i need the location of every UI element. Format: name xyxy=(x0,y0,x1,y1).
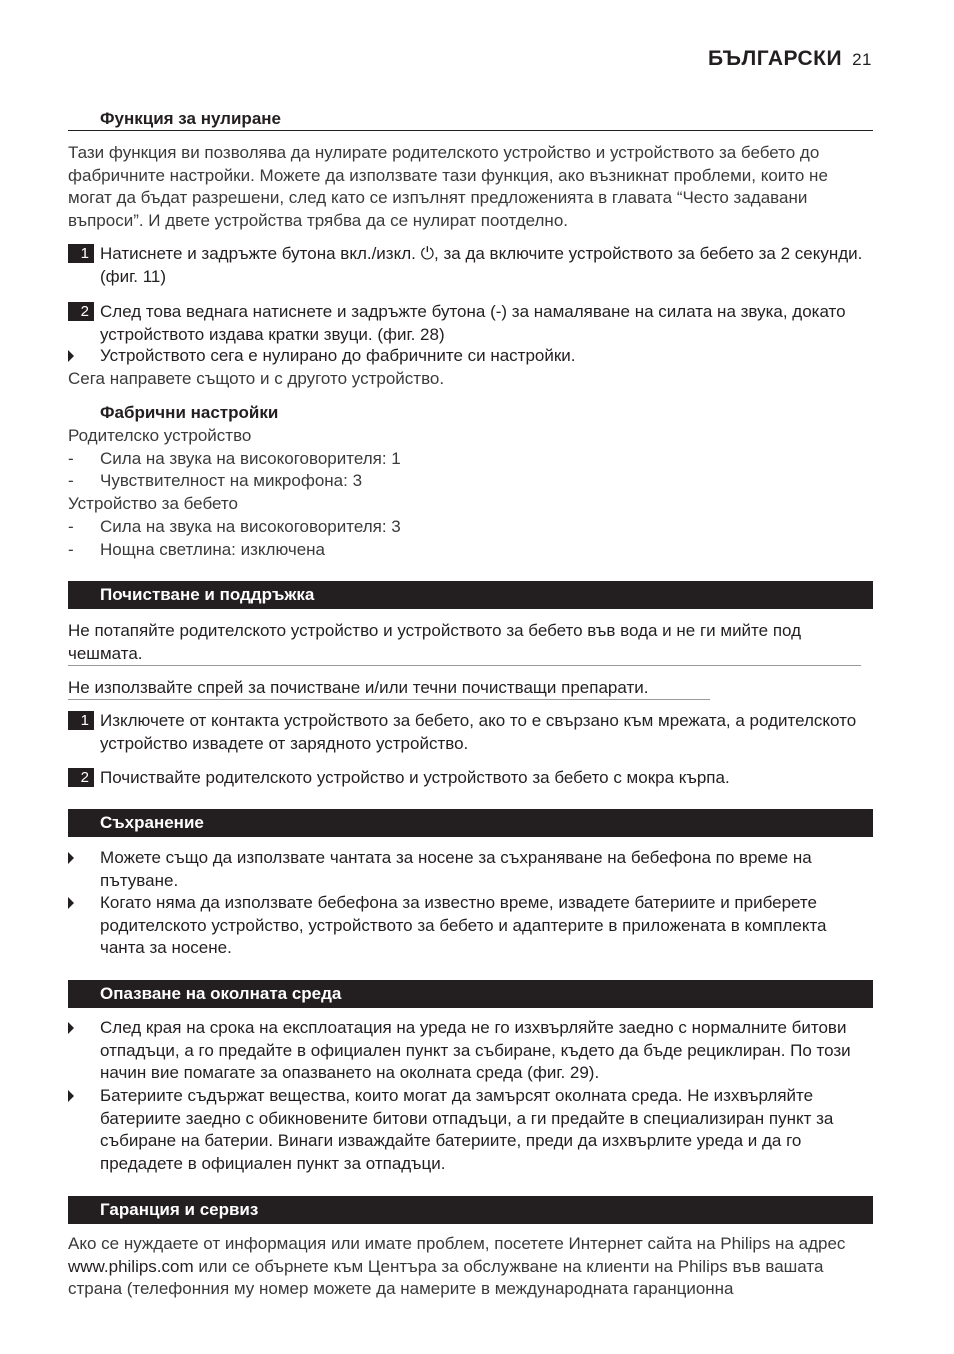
reset-heading xyxy=(68,108,873,131)
result-text: Устройството сега е нулирано до фабричните си настройки. xyxy=(100,346,576,365)
environment-heading-text: Опазване на околната среда xyxy=(100,984,342,1003)
bullet-arrow-icon xyxy=(68,897,74,909)
cleaning-heading xyxy=(68,581,873,609)
page-header xyxy=(708,47,872,71)
parent-setting-1: - Сила на звука на високоговорителя: 1 xyxy=(68,449,401,468)
baby-unit-label: Устройство за бебето xyxy=(68,494,238,513)
storage-item-1: Можете също да използвате чантата за носене за съхраняване на бебефона по време на пътуване. xyxy=(68,847,873,892)
step-text: Натиснете и задръжте бутона вкл./изкл. ⏻, за да включите устройството за бебето за 2 секунди. (фиг. 11) xyxy=(100,244,863,286)
storage-heading-text: Съхранение xyxy=(100,813,204,832)
reset-heading-text: Функция за нулиране xyxy=(100,109,281,128)
step-text: Изключете от контакта устройството за бебето, ако то е свързано към мрежата, а родителското устройство извадете от зарядното устройство. xyxy=(100,711,857,753)
step-text: След това веднага натиснете и задръжте бутона (-) за намаляване на силата на звука, докато устройството издава кратки звуци. (фиг. 28) xyxy=(100,302,846,344)
language-title: БЪЛГАРСКИ xyxy=(707,47,843,70)
cleaning-heading-text: Почистване и поддръжка xyxy=(100,585,315,604)
factory-heading: Фабрични настройки xyxy=(100,403,279,422)
reset-repeat: Сега направете същото и с другото устройство. xyxy=(68,369,445,388)
cleaning-step-2 xyxy=(68,767,873,790)
environment-heading xyxy=(68,980,873,1008)
page-number: 21 xyxy=(852,50,872,69)
bullet-arrow-icon xyxy=(68,1022,74,1034)
parent-unit-label: Родителско устройство xyxy=(68,426,252,445)
warranty-heading xyxy=(68,1196,873,1224)
reset-result xyxy=(68,345,873,368)
storage-item-2: Когато няма да използвате бебефона за известно време, извадете батериите и приберете родителското устройство, устройството за бебето и адаптерите в приложената в комплекта чанта за носене. xyxy=(68,892,873,960)
cleaning-warning-2: Не използвайте спрей за почистване и/или течни почистващи препарати. xyxy=(68,676,710,700)
cleaning-warning-1: Не потапяйте родителското устройство и устройството за бебето във вода и не ги мийте под чешмата. xyxy=(68,619,861,666)
step-text: Почиствайте родителското устройство и устройството за бебето с мокра кърпа. xyxy=(100,768,730,787)
step-number: 1 xyxy=(68,244,94,263)
bullet-arrow-icon xyxy=(68,1090,74,1102)
reset-intro: Тази функция ви позволява да нулирате родителското устройство и устройството за бебето до фабричните настройки. Можете да използвате тази функция, ако възникнат проблеми, които не могат да бъдат разрешени, след като се изпълнят предложенията в главата “Често задавани въпроси”. И двете устройства трябва да се нулират поотделно. xyxy=(68,143,828,230)
environment-item-1: След края на срока на експлоатация на уреда не го изхвърляйте заедно с нормалните битови отпадъци, а го предайте в официален пункт за събиране, където да бъде рециклиран. По този начин вие помагате за опазването на околната среда (фиг. 29). xyxy=(68,1017,873,1085)
bullet-arrow-icon xyxy=(68,852,74,864)
step-number: 1 xyxy=(68,711,94,730)
reset-step-2 xyxy=(68,301,873,346)
reset-step-1 xyxy=(68,243,873,288)
cleaning-step-1 xyxy=(68,710,873,755)
warranty-heading-text: Гаранция и сервиз xyxy=(100,1200,259,1219)
storage-heading xyxy=(68,809,873,837)
step-number: 2 xyxy=(68,302,94,321)
bullet-arrow-icon xyxy=(68,350,74,362)
parent-setting-2: - Чувствителност на микрофона: 3 xyxy=(68,471,363,490)
environment-item-2: Батериите съдържат вещества, които могат да замърсят околната среда. Не изхвърляйте батериите заедно с обикновените битови отпадъци, а ги предайте в специализиран пункт за събиране на батерии. Винаги изваждайте батериите, преди да изхвърлите уреда и да го предадете в официален пункт за отпадъци. xyxy=(68,1085,873,1175)
step-number: 2 xyxy=(68,768,94,787)
warranty-text: Ако се нуждаете от информация или имате проблем, посетете Интернет сайта на Philips на адрес www.philips.com или се обърнете към Центъра за обслужване на клиенти на Philips във вашата страна (телефонния му номер можете да намерите в международната гаранционна xyxy=(68,1234,846,1299)
baby-setting-2: - Нощна светлина: изключена xyxy=(68,540,326,559)
philips-website-link[interactable]: www.philips.com xyxy=(68,1256,194,1276)
baby-setting-1: - Сила на звука на високоговорителя: 3 xyxy=(68,517,401,536)
